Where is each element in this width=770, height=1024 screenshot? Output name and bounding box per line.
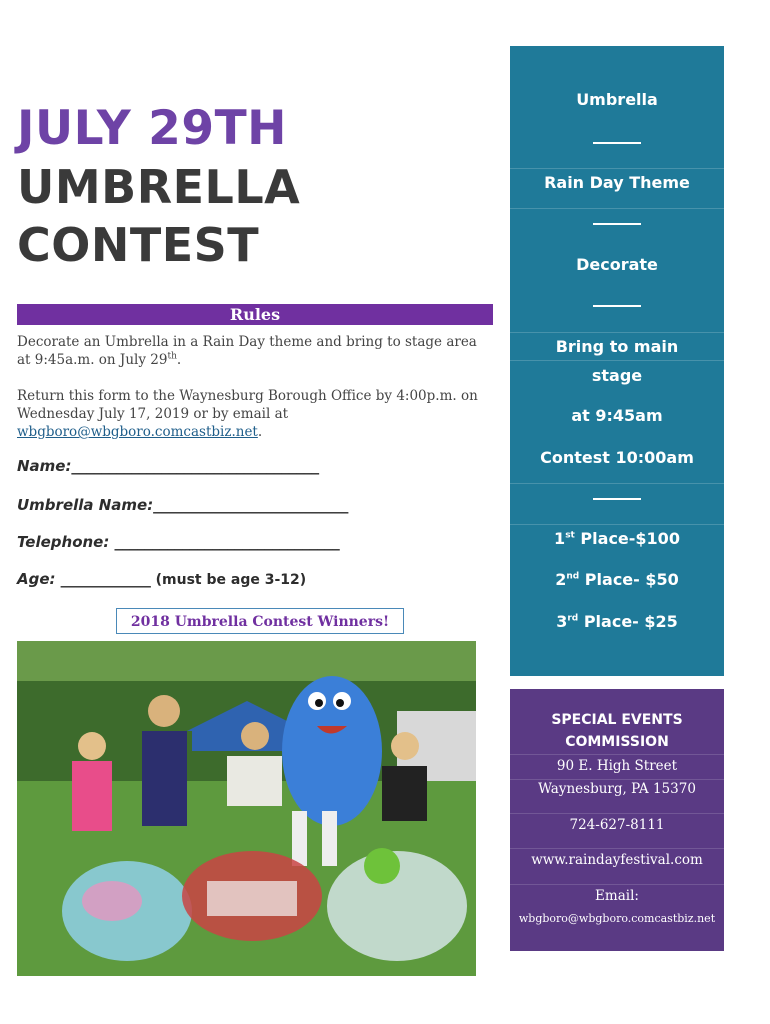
- prize-text: Place- $50: [579, 570, 679, 589]
- divider: [510, 754, 724, 755]
- info-contest-time: Contest 10:00am: [540, 448, 694, 467]
- period: .: [176, 352, 182, 368]
- ordinal-suffix: st: [565, 530, 575, 541]
- info-umbrella: Umbrella: [576, 90, 658, 109]
- age-note: (must be age 3-12): [150, 572, 307, 588]
- phone-number: 724-627-8111: [569, 817, 665, 833]
- second-place-prize: [510, 570, 724, 589]
- info-rain-day-theme: Rain Day Theme: [544, 173, 690, 192]
- umbrella-name-field[interactable]: [17, 496, 348, 514]
- divider: [510, 332, 724, 333]
- rules-text-2: Return this form to the Waynesburg Borough Office by 4:00p.m. on Wednesday July 17, 2019 or by email at: [17, 388, 478, 422]
- divider: [510, 483, 724, 484]
- third-place-prize: [510, 612, 724, 631]
- divider: [593, 498, 641, 500]
- umbrella-name-label: Umbrella Name:: [17, 496, 154, 514]
- email-label: Email:: [595, 888, 639, 904]
- ordinal-suffix: rd: [567, 613, 579, 624]
- umbrella-name-blank[interactable]: __________________________: [153, 496, 349, 514]
- telephone-field[interactable]: [17, 533, 340, 551]
- title-date: JULY 29TH: [17, 101, 287, 156]
- rules-text-1: Decorate an Umbrella in a Rain Day theme and bring to stage area at 9:45a.m. on July 29: [17, 334, 477, 368]
- divider: [593, 142, 641, 144]
- divider: [593, 223, 641, 225]
- age-field[interactable]: [17, 570, 306, 588]
- name-field[interactable]: [17, 457, 319, 475]
- website-link[interactable]: www.raindayfestival.com: [531, 852, 703, 868]
- flyer-title: [17, 100, 300, 274]
- street-address: 90 E. High Street: [556, 758, 678, 774]
- org-name-line2: COMMISSION: [565, 734, 669, 750]
- rules-heading: Rules: [17, 304, 493, 325]
- place-number: 3: [556, 612, 568, 631]
- info-stage: stage: [591, 366, 643, 385]
- divider: [510, 360, 724, 361]
- winners-caption: 2018 Umbrella Contest Winners!: [116, 608, 404, 634]
- period: .: [257, 424, 263, 440]
- age-label: Age:: [17, 570, 56, 588]
- contact-panel: [510, 689, 724, 951]
- title-contest: CONTEST: [17, 218, 260, 272]
- place-number: 2: [555, 570, 567, 589]
- contact-email[interactable]: wbgboro@wbgboro.comcastbiz.net: [518, 912, 716, 925]
- org-name-line1: SPECIAL EVENTS: [551, 712, 683, 728]
- telephone-blank[interactable]: ______________________________: [109, 533, 340, 551]
- divider: [510, 208, 724, 209]
- prize-text: Place-$100: [574, 529, 680, 548]
- rules-paragraph-1: [17, 333, 487, 369]
- ordinal-suffix: th: [167, 351, 177, 362]
- event-info-panel: [510, 46, 724, 676]
- winners-photo: [17, 641, 476, 976]
- prize-text: Place- $25: [578, 612, 678, 631]
- place-number: 1: [554, 529, 566, 548]
- info-decorate: Decorate: [576, 255, 658, 274]
- info-bring-to-stage: Bring to main: [555, 337, 679, 356]
- divider: [510, 168, 724, 169]
- divider: [510, 813, 724, 814]
- ordinal-suffix: nd: [566, 571, 580, 582]
- divider: [510, 779, 724, 780]
- divider: [510, 884, 724, 885]
- title-umbrella: UMBRELLA: [17, 160, 301, 214]
- info-time: at 9:45am: [571, 406, 663, 425]
- divider: [510, 524, 724, 525]
- rules-paragraph-2: [17, 387, 487, 441]
- divider: [510, 848, 724, 849]
- age-blank[interactable]: ____________: [55, 570, 151, 588]
- photo-illustration: [17, 641, 476, 976]
- city-address: Waynesburg, PA 15370: [538, 781, 696, 797]
- email-link[interactable]: wbgboro@wbgboro.comcastbiz.net: [17, 424, 258, 440]
- telephone-label: Telephone:: [17, 533, 110, 551]
- first-place-prize: [510, 529, 724, 548]
- divider: [593, 305, 641, 307]
- name-blank[interactable]: _________________________________: [71, 457, 319, 475]
- name-label: Name:: [17, 457, 72, 475]
